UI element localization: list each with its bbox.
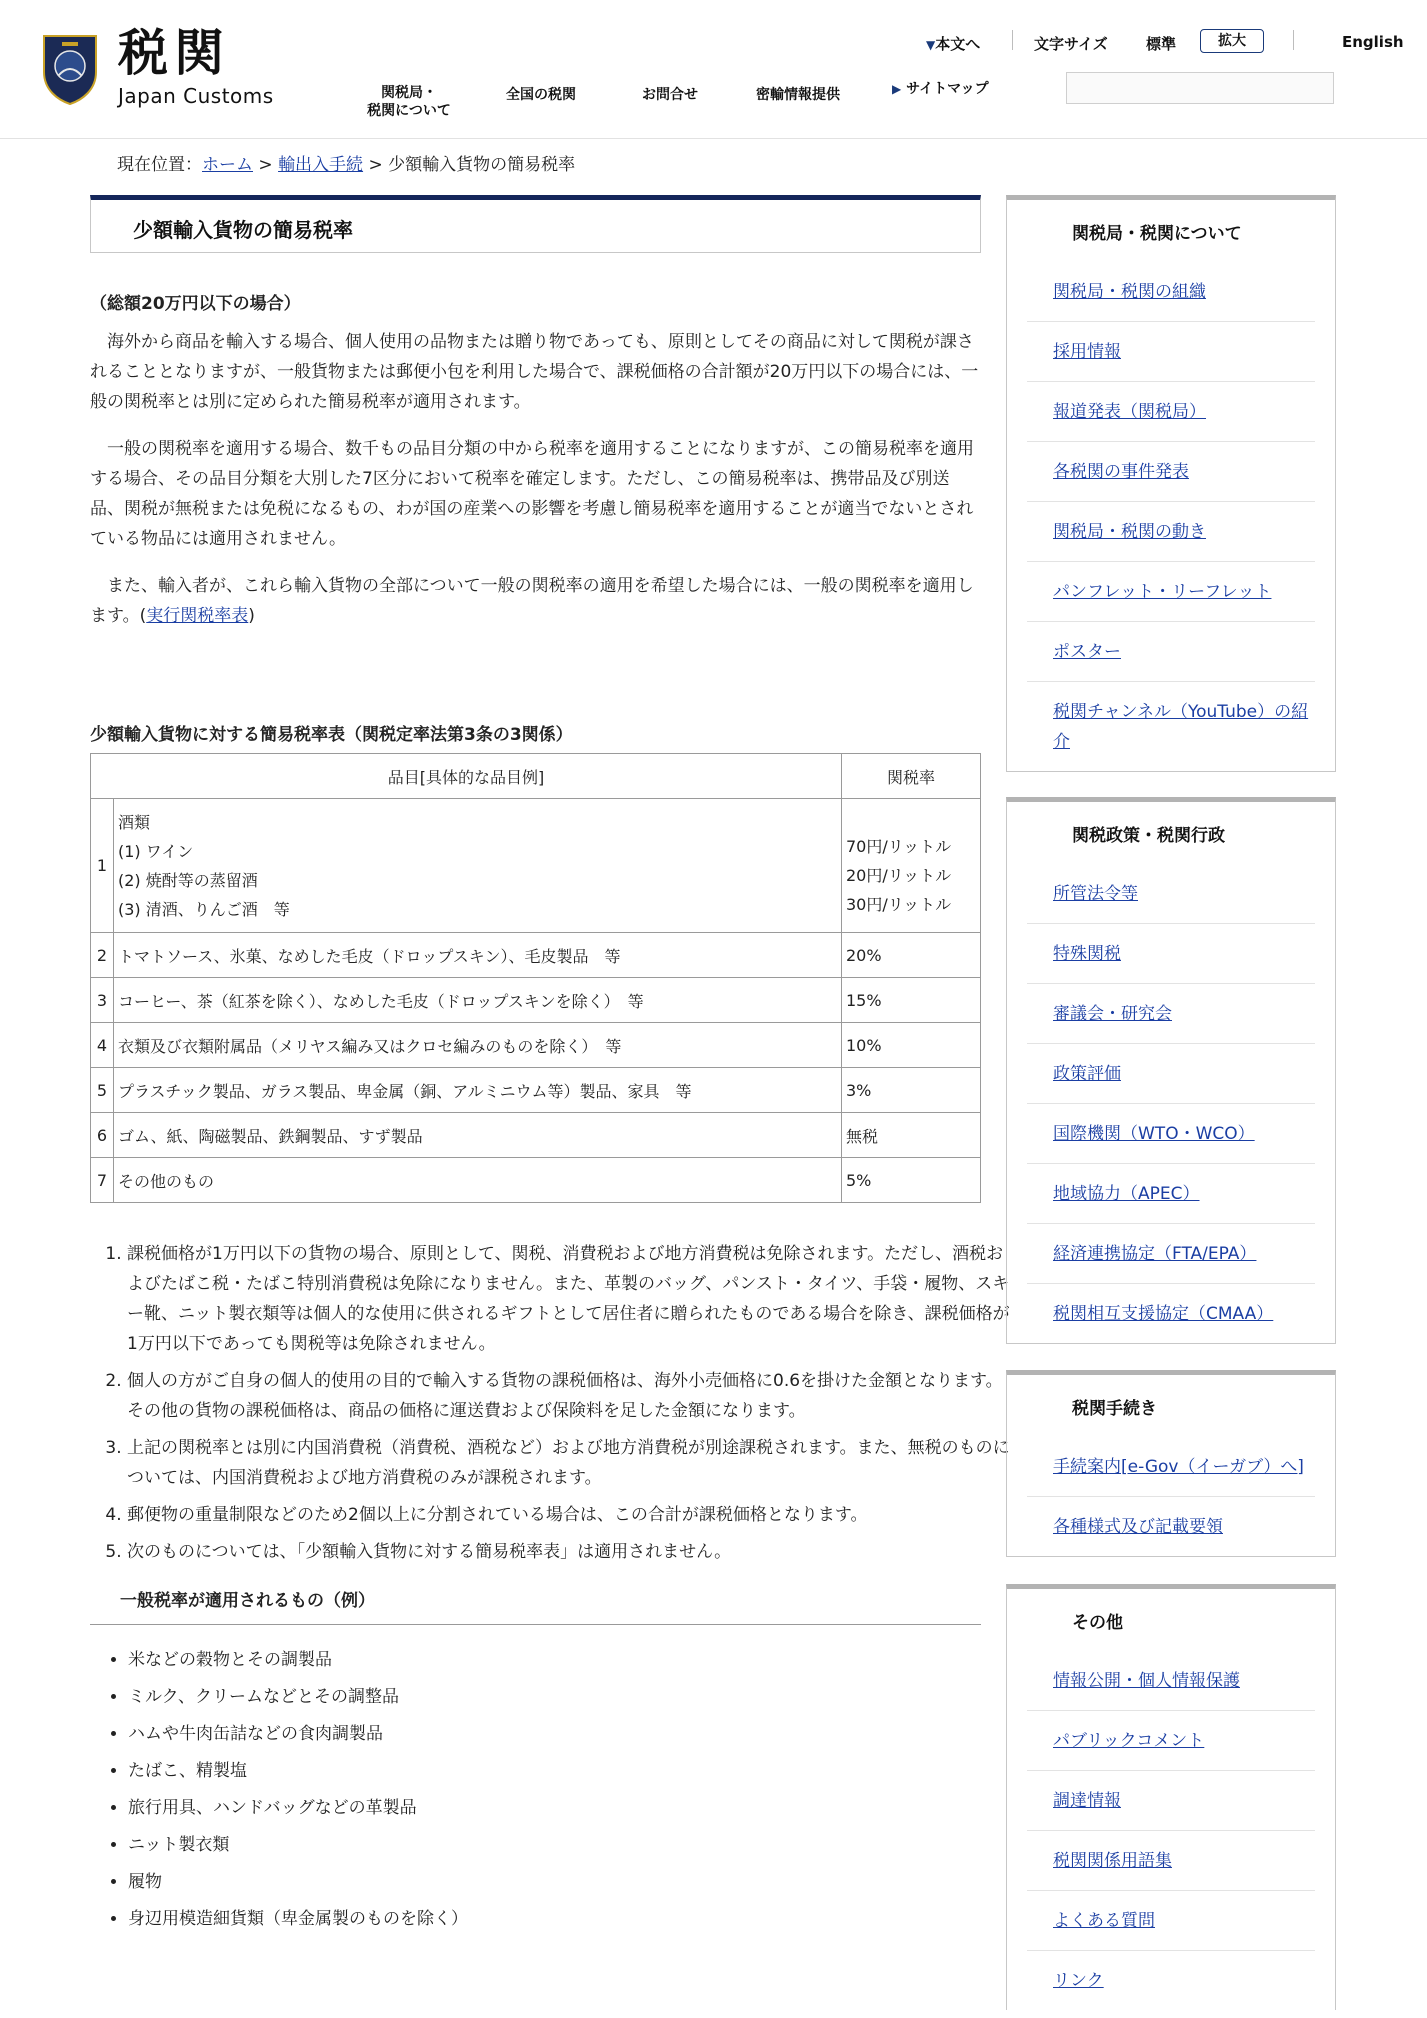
- sidebar-item: 税関関係用語集: [1027, 1831, 1315, 1891]
- sidebar-item: リンク: [1053, 1971, 1104, 1991]
- sidebar-item: パンフレット・リーフレット: [1027, 562, 1315, 622]
- customs-emblem-icon[interactable]: [40, 32, 100, 106]
- sidebar-item: 採用情報: [1027, 322, 1315, 382]
- sidebar-item: 特殊関税: [1027, 924, 1315, 984]
- font-size-enlarge-button[interactable]: 拡大: [1200, 29, 1264, 53]
- sidebar-section-other: [1006, 1584, 1336, 2010]
- list-item: • ミルク、クリームなどとその調整品: [128, 1679, 468, 1716]
- sidebar-item: パブリックコメント: [1027, 1711, 1315, 1771]
- sidebar-item: 報道発表（関税局）: [1027, 382, 1315, 442]
- logo-subtitle[interactable]: Japan Customs: [118, 84, 274, 108]
- general-rate-list: [90, 1642, 468, 1938]
- table-row: 6 ゴム、紙、陶磁製品、鉄鋼製品、すず製品 無税: [91, 1113, 981, 1158]
- list-item: 1. 課税価格が1万円以下の貨物の場合、原則として、関税、消費税および地方消費税は免除されます。ただし、酒税およびたばこ税・たばこ特別消費税は免除になりません。また、革製のバッグ、パンスト・タイツ、手袋・履物、スキー靴、ニット製衣類等は個人的な使用に供されるギフトとして居住者に贈られたものである場合を除き、課税価格が1万円以下であっても関税等は免除されません。: [127, 1239, 1018, 1359]
- tariff-schedule-link[interactable]: 実行関税率表: [146, 606, 249, 626]
- search-input[interactable]: [1066, 72, 1334, 104]
- nav-smuggling-report[interactable]: 密輸情報提供: [756, 87, 840, 103]
- main-content: [90, 195, 1010, 1929]
- sidebar-item: 政策評価: [1027, 1044, 1315, 1104]
- sidebar-section-procedures: [1006, 1370, 1336, 1557]
- divider: [1012, 30, 1013, 50]
- sidebar-heading: 関税政策・税関行政: [1072, 826, 1225, 846]
- row-rate: 70円/リットル 20円/リットル 30円/リットル: [842, 799, 981, 933]
- table-row: 7 その他のもの 5%: [91, 1158, 981, 1203]
- row-number: 1: [91, 799, 114, 933]
- simple-tariff-table: [90, 753, 981, 1203]
- sidebar-item: 各種様式及び記載要領: [1053, 1517, 1223, 1537]
- table-header-rate: 関税率: [842, 754, 981, 799]
- english-link[interactable]: English: [1342, 33, 1404, 51]
- general-rate-heading: 一般税率が適用されるもの（例）: [120, 1591, 375, 1611]
- sidebar-item: 経済連携協定（FTA/EPA）: [1027, 1224, 1315, 1284]
- list-item: 5. 次のものについては、「少額輸入貨物に対する簡易税率表」は適用されません。: [127, 1537, 1018, 1567]
- sidebar-section-policy: [1006, 797, 1336, 1344]
- list-item: 3. 上記の関税率とは別に内国消費税（消費税、酒税など）および地方消費税が別途課税されます。また、無税のものについては、内国消費税および地方消費税のみが課税されます。: [127, 1433, 1018, 1493]
- sidebar-item: 地域協力（APEC）: [1027, 1164, 1315, 1224]
- sidebar-heading: その他: [1072, 1613, 1123, 1633]
- font-size-label: 文字サイズ: [1034, 35, 1108, 53]
- list-item: • 履物: [128, 1864, 468, 1901]
- sidebar-item: 調達情報: [1027, 1771, 1315, 1831]
- sidebar-item: 所管法令等: [1027, 864, 1315, 924]
- sidebar-item: 税関チャンネル（YouTube）の紹介: [1053, 702, 1309, 752]
- sidebar-item: 国際機関（WTO・WCO）: [1027, 1104, 1315, 1164]
- table-header-row: [91, 754, 981, 799]
- sidebar-item: 審議会・研究会: [1027, 984, 1315, 1044]
- breadcrumb-section-link[interactable]: 輸出入手続: [278, 155, 364, 175]
- paragraph-3: また、輸入者が、これら輸入貨物の全部について一般の関税率の適用を希望した場合には、一般の関税率を適用します。(実行関税率表): [90, 576, 974, 626]
- list-item: • ニット製衣類: [128, 1827, 468, 1864]
- nav-contact[interactable]: お問合せ: [642, 87, 698, 103]
- sidebar-item: 関税局・税関の動き: [1027, 502, 1315, 562]
- section-subtitle: （総額20万円以下の場合）: [90, 294, 301, 314]
- table-header-item: 品目[具体的な品目例]: [91, 754, 842, 799]
- list-item: • 米などの穀物とその調製品: [128, 1642, 468, 1679]
- sidebar-item: よくある質問: [1027, 1891, 1315, 1951]
- list-item: • 旅行用具、ハンドバッグなどの革製品: [128, 1790, 468, 1827]
- list-item: • ハムや牛肉缶詰などの食肉調製品: [128, 1716, 468, 1753]
- logo-title[interactable]: 税関: [118, 23, 230, 82]
- page-title-box: [90, 195, 981, 253]
- breadcrumb: 現在位置：ホーム > 輸出入手続 > 少額輸入貨物の簡易税率: [117, 155, 576, 175]
- table-row: 3 コーヒー、茶（紅茶を除く）、なめした毛皮（ドロップスキンを除く） 等 15%: [91, 978, 981, 1023]
- list-item: 4. 郵便物の重量制限などのため2個以上に分割されている場合は、この合計が課税価格となります。: [127, 1500, 1018, 1530]
- sidebar-item: 税関相互支援協定（CMAA）: [1053, 1304, 1274, 1324]
- paragraph-2: 一般の関税率を適用する場合、数千もの品目分類の中から税率を適用することになりますが、この簡易税率を適用する場合、その品目分類を大別した7区分において税率を確定します。ただし、この簡易税率は、携帯品及び別送品、関税が無税または免税になるもの、わが国の産業への影響を考慮し簡易税率を適用することが適当でないとされている物品には適用されません。: [90, 439, 974, 549]
- divider: [1293, 30, 1294, 50]
- sidebar-item: 各税関の事件発表: [1027, 442, 1315, 502]
- nav-customs-list[interactable]: 全国の税関: [506, 87, 576, 103]
- breadcrumb-current: 少額輸入貨物の簡易税率: [388, 155, 576, 175]
- table-title: 少額輸入貨物に対する簡易税率表（関税定率法第3条の3関係）: [90, 725, 573, 745]
- nav-sitemap[interactable]: ▶ サイトマップ: [892, 81, 989, 97]
- divider: [90, 1624, 981, 1625]
- font-size-standard-button[interactable]: 標準: [1146, 35, 1177, 53]
- sidebar-item: 手続案内[e-Gov（イーガブ）へ]: [1027, 1437, 1315, 1497]
- table-row: 4 衣類及び衣類附属品（メリヤス編み又はクロセ編みのものを除く） 等 10%: [91, 1023, 981, 1068]
- sidebar-section-about: [1006, 195, 1336, 772]
- table-row: [91, 799, 981, 933]
- breadcrumb-prefix: 現在位置：: [117, 155, 202, 175]
- breadcrumb-home-link[interactable]: ホーム: [202, 155, 253, 175]
- skip-to-main-link[interactable]: ▼本文へ: [926, 35, 981, 53]
- caret-down-icon: ▼: [926, 38, 936, 52]
- sidebar-item: 関税局・税関の組織: [1027, 262, 1315, 322]
- list-item: • たばこ、精製塩: [128, 1753, 468, 1790]
- sidebar-heading: 税関手続き: [1072, 1399, 1157, 1419]
- sidebar-item: ポスター: [1027, 622, 1315, 682]
- list-item: • 身辺用模造細貨類（卑金属製のものを除く）: [128, 1901, 468, 1938]
- site-header: [0, 0, 1427, 139]
- sidebar-item: 情報公開・個人情報保護: [1027, 1651, 1315, 1711]
- caret-right-icon: ▶: [892, 82, 902, 96]
- sidebar-heading: 関税局・税関について: [1072, 224, 1242, 244]
- table-row: 5 プラスチック製品、ガラス製品、卑金属（銅、アルミニウム等）製品、家具 等 3%: [91, 1068, 981, 1113]
- row-item: 酒類 (1) ワイン (2) 焼酎等の蒸留酒 (3) 清酒、りんご酒 等: [114, 799, 842, 933]
- nav-about[interactable]: 関税局・ 税関について: [367, 85, 451, 119]
- paragraph-1: 海外から商品を輸入する場合、個人使用の品物または贈り物であっても、原則としてその商品に対して関税が課されることとなりますが、一般貨物または郵便小包を利用した場合で、課税価格の合計額が20万円以下の場合には、一般の関税率とは別に定められた簡易税率が適用されます。: [90, 332, 979, 412]
- table-row: 2 トマトソース、氷菓、なめした毛皮（ドロップスキン）、毛皮製品 等 20%: [91, 933, 981, 978]
- page-title: 少額輸入貨物の簡易税率: [133, 218, 353, 242]
- notes-list: [90, 1239, 1018, 1574]
- list-item: 2. 個人の方がご自身の個人的使用の目的で輸入する貨物の課税価格は、海外小売価格に0.6を掛けた金額となります。その他の貨物の課税価格は、商品の価格に運送費および保険料を足した金額になります。: [127, 1366, 1018, 1426]
